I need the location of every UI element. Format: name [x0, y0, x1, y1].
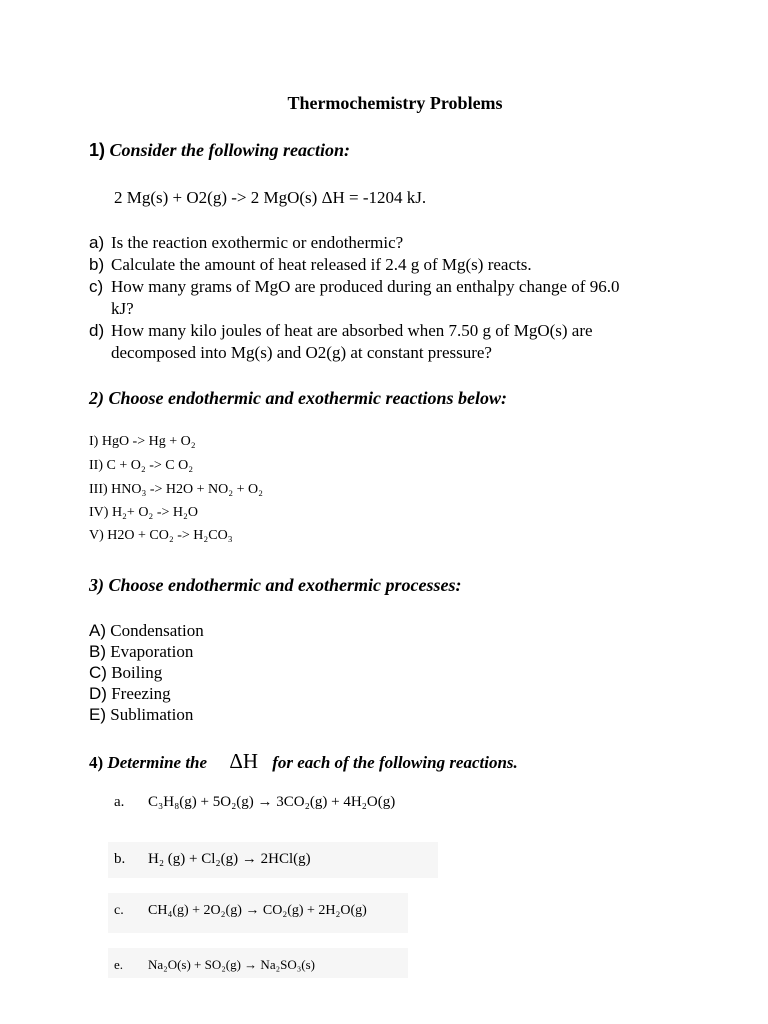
q2-reaction-label: IV)	[89, 505, 109, 520]
q1-item-c-continuation: kJ?	[111, 299, 134, 318]
q1-item-text: Calculate the amount of heat released if 2.4 g of Mg(s) reacts.	[111, 255, 532, 274]
q3-item-label: D)	[89, 684, 107, 703]
q2-reaction-label: II)	[89, 458, 103, 473]
q2-reaction-text: HNO₃ -> H2O + NO₂ + O₂	[111, 482, 264, 497]
q1-item-label: c)	[89, 277, 104, 296]
q3-item-label: B)	[89, 642, 106, 661]
q2-reaction-3	[89, 482, 263, 498]
q2-reaction-text: H₂+ O₂ -> H₂O	[111, 505, 198, 520]
delta-h-symbol: ΔH	[229, 749, 258, 773]
q2-reaction-4	[89, 505, 198, 521]
q1-item-label: d)	[89, 321, 105, 340]
q4-reaction-label: a.	[114, 794, 125, 810]
q3-item-a	[89, 621, 204, 641]
q4-reaction-label: e.	[114, 957, 124, 972]
q4-heading	[89, 749, 518, 774]
q3-item-label: A)	[89, 621, 106, 640]
q1-item-c	[89, 277, 619, 297]
q1-item-b	[89, 255, 532, 275]
q1-reaction: 2 Mg(s) + O2(g) -> 2 MgO(s) ΔH = -1204 kJ.	[114, 188, 427, 207]
q4-heading-post: for each of the following reactions.	[272, 753, 518, 772]
q3-item-d	[89, 684, 171, 704]
q2-reaction-label: I)	[89, 434, 99, 449]
q1-item-text: Is the reaction exothermic or endothermic?	[111, 233, 404, 252]
q2-heading: 2) Choose endothermic and exothermic reactions below:	[89, 388, 507, 408]
q3-item-b	[89, 642, 193, 662]
q4-reaction-text: C₃H₈(g) + 5O₂(g) → 3CO₂(g) + 4H₂O(g)	[148, 794, 396, 810]
q2-reaction-5	[89, 528, 233, 544]
q1-number: 1)	[89, 140, 106, 160]
q1-item-d	[89, 321, 593, 341]
q3-item-c	[89, 663, 162, 683]
q3-item-text: Sublimation	[110, 705, 194, 724]
q1-item-label: b)	[89, 255, 105, 274]
q4-reaction-b	[114, 851, 311, 868]
q1-item-a	[89, 233, 403, 253]
q2-reaction-1	[89, 434, 196, 450]
q4-reaction-label: b.	[114, 851, 126, 867]
q3-item-text: Boiling	[111, 663, 163, 682]
q4-reaction-text: H₂ (g) + Cl₂(g) → 2HCl(g)	[148, 851, 311, 867]
q1-item-d-continuation: decomposed into Mg(s) and O2(g) at constant pressure?	[111, 343, 492, 362]
q3-heading: 3) Choose endothermic and exothermic processes:	[89, 575, 462, 595]
q3-item-label: E)	[89, 705, 106, 724]
q3-item-label: C)	[89, 663, 107, 682]
q4-reaction-label: c.	[114, 903, 124, 918]
q4-reaction-c	[114, 903, 367, 919]
q1-heading	[89, 140, 350, 161]
q3-item-e	[89, 705, 193, 725]
q4-reaction-e	[114, 957, 315, 973]
q1-item-text: How many grams of MgO are produced during an enthalpy change of 96.0	[111, 277, 620, 296]
q3-item-text: Evaporation	[110, 642, 194, 661]
q4-reaction-text: CH₄(g) + 2O₂(g) → CO₂(g) + 2H₂O(g)	[148, 903, 367, 918]
q3-item-text: Condensation	[110, 621, 204, 640]
page-title: Thermochemistry Problems	[287, 93, 503, 113]
q1-item-label: a)	[89, 233, 105, 252]
q4-reaction-a	[114, 794, 395, 811]
q4-heading-pre: Determine the	[107, 753, 208, 772]
q2-reaction-label: III)	[89, 482, 108, 497]
q1-item-text: How many kilo joules of heat are absorbed when 7.50 g of MgO(s) are	[111, 321, 593, 340]
q1-heading-text: Consider the following reaction:	[109, 140, 351, 160]
q4-reaction-text: Na₂O(s) + SO₂(g) → Na₂SO₃(s)	[148, 957, 315, 972]
q2-reaction-text: H2O + CO₂ -> H₂CO₃	[107, 528, 233, 543]
q2-reaction-text: C + O₂ -> C O₂	[106, 458, 194, 473]
q2-reaction-text: HgO -> Hg + O₂	[101, 434, 196, 449]
q3-item-text: Freezing	[111, 684, 171, 703]
q2-reaction-label: V)	[89, 528, 104, 543]
q4-number: 4)	[89, 753, 104, 772]
q2-reaction-2	[89, 458, 193, 474]
